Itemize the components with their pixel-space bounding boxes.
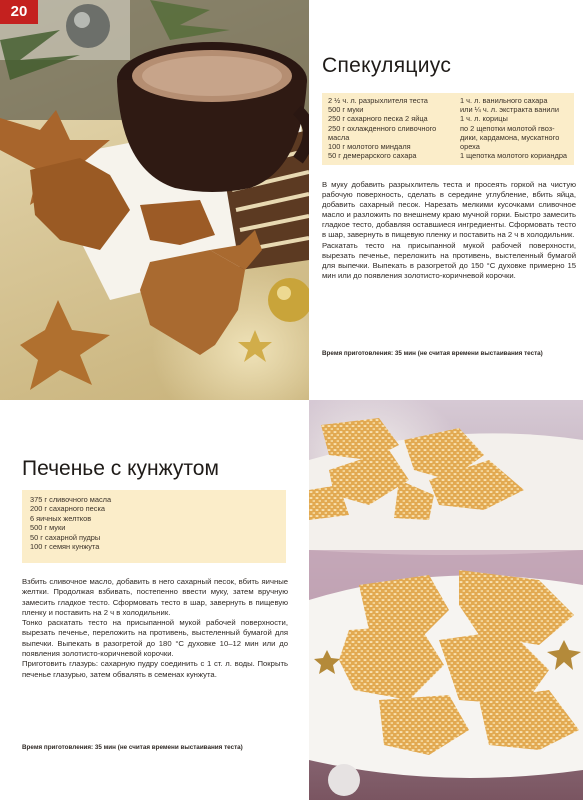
ingredient: 375 г сливочного масла bbox=[30, 495, 112, 504]
ingredient: ореха bbox=[460, 142, 480, 152]
ingredient: дики, кардамона, мускатного bbox=[460, 132, 560, 142]
instruction-paragraph: В муку добавить разрыхлитель теста и просеять горкой на чистую рабочую поверхность, сделать в середине углубление, вбить яйца, добавить сахарный песок. Нарезать мелкими кусочками сливочное масло и разложить по внешнему краю мучной горки. Быстро замесить гладкое тесто, добавляя оставшиеся ингредиенты. Сформовать тесто в шар, завернуть в пищевую пленку и поставить на 2 ч в холодильник. bbox=[322, 180, 576, 240]
instruction-paragraph: Приготовить глазурь: сахарную пудру соединить с 1 ст. л. воды. Покрыть печенье глазурью, затем обвалять в семенах кунжута. bbox=[22, 659, 288, 679]
recipe-1-title: Спекуляциус bbox=[322, 54, 452, 77]
ingredient: 6 яичных желтков bbox=[30, 513, 92, 523]
sesame-cookies-photo bbox=[309, 400, 583, 800]
recipe-1-instructions bbox=[322, 180, 576, 281]
recipe-2-ingredients bbox=[30, 495, 111, 551]
recipe-2-ingredients-box bbox=[22, 490, 286, 563]
instruction-paragraph: Взбить сливочное масло, добавить в него сахарный песок, вбить яичные желтки. Продолжая взбивать, постепенно ввести муку, затем вручную замесить гладкое тесто. Сформовать тесто в шар, завернуть в пищевую пленку и поставить на 2 ч в холодильник. bbox=[22, 577, 288, 617]
instruction-paragraph: Раскатать тесто на присыпанной мукой рабочей поверхности, вырезать печенье, переложить на противень, выстеленный бумагой для выпечки. Выпекать в разогретой до 150 °С духовке примерно 15 мин или до появления золотисто-коричневой корочки. bbox=[322, 240, 576, 280]
ingredient: 50 г демерарского сахара bbox=[328, 151, 417, 161]
ingredient: масла bbox=[328, 132, 350, 142]
page-number: 20 bbox=[0, 0, 38, 24]
recipe-2-instructions bbox=[22, 577, 288, 680]
ingredient: 100 г молотого миндаля bbox=[328, 142, 411, 152]
recipe-1-ingredients-right bbox=[460, 96, 567, 160]
ingredient: 250 г сахарного песка 2 яйца bbox=[328, 114, 428, 124]
sesame-cookies-illustration bbox=[309, 400, 583, 800]
recipe-2-title: Печенье с кунжутом bbox=[22, 457, 219, 480]
ingredient: 1 ч. л. ванильного сахара bbox=[460, 96, 548, 105]
ingredient: 2 ½ ч. л. разрыхлителя теста bbox=[328, 96, 428, 105]
recipe-2-cooking-time: Время приготовления: 35 мин (не считая времени выстаивания теста) bbox=[22, 744, 243, 751]
ingredient: 500 г муки bbox=[30, 523, 66, 533]
ingredient: или ¼ ч. л. экстракта ванили bbox=[460, 105, 559, 115]
ingredient: 200 г сахарного песка bbox=[30, 504, 105, 514]
recipe-1-cooking-time: Время приготовления: 35 мин (не считая времени выстаивания теста) bbox=[322, 350, 543, 357]
cocoa-gingerbread-photo bbox=[0, 0, 309, 400]
cocoa-gingerbread-illustration bbox=[0, 0, 309, 400]
ingredient: 250 г охлажденного сливочного bbox=[328, 123, 437, 133]
ingredient: 500 г муки bbox=[328, 105, 364, 115]
recipe-1-ingredients-left bbox=[328, 96, 436, 160]
instruction-paragraph: Тонко раскатать тесто на присыпанной мукой рабочей поверхности, вырезать печенье, переложить на противень, выстеленный бумагой для выпечки. Выпекать в разогретой до 180 °С духовке 10–12 мин или до появления золотисто-коричневой корочки. bbox=[22, 618, 288, 659]
ingredient: по 2 щепотки молотой гвоз- bbox=[460, 123, 555, 133]
recipe-1-ingredients-box bbox=[322, 93, 574, 165]
ingredient: 1 щепотка молотого кориандра bbox=[460, 151, 568, 161]
ingredient: 50 г сахарной пудры bbox=[30, 532, 101, 542]
ingredient: 1 ч. л. корицы bbox=[460, 114, 508, 124]
ingredient: 100 г семян кунжута bbox=[30, 542, 100, 552]
